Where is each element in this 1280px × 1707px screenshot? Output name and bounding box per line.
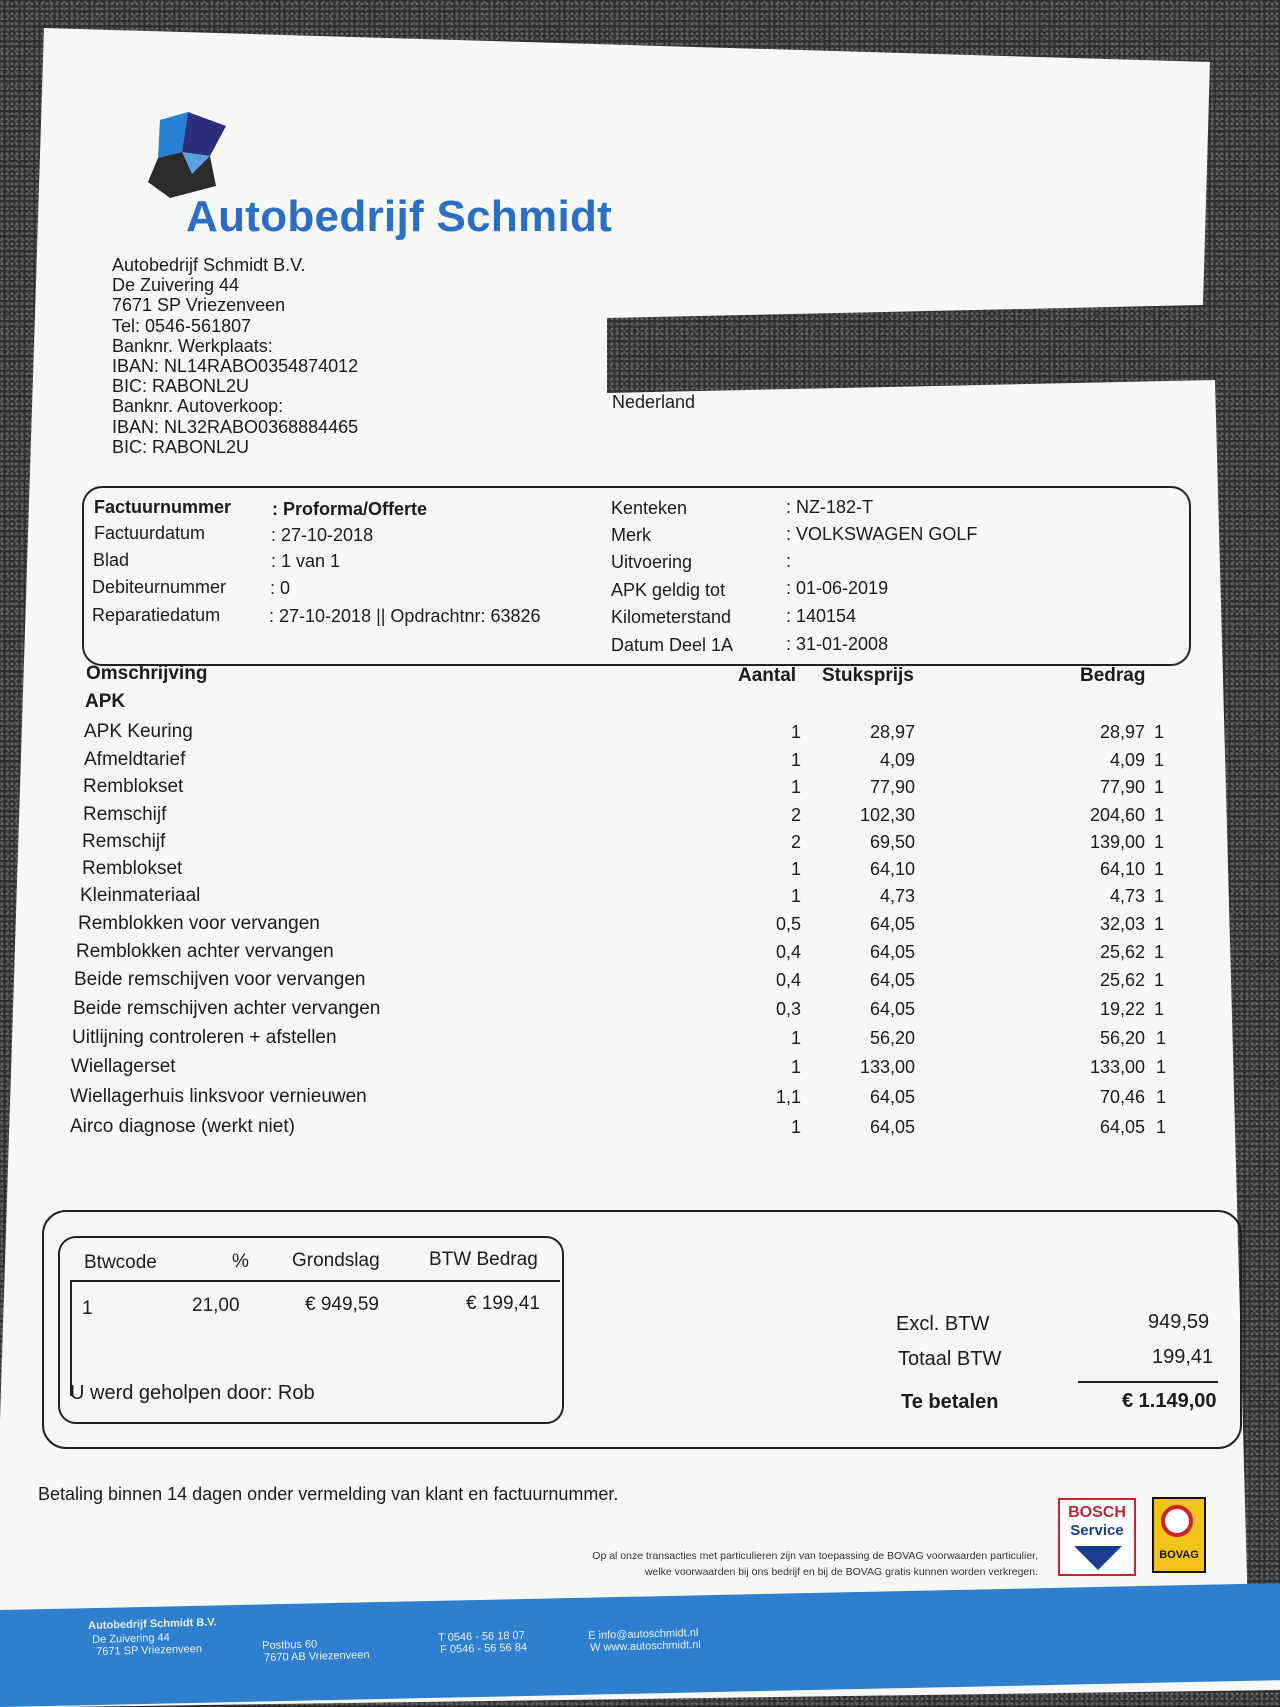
company-brand: Autobedrijf Schmidt — [186, 192, 613, 241]
invoice-value: : 0 — [270, 578, 291, 598]
terms-line-2: welke voorwaarden bij ons bedrijf en bij de BOVAG gratis kunnen worden verkregen. — [644, 1566, 1038, 1578]
btw-cell-percent: 21,00 — [192, 1295, 240, 1316]
item-amount: 64,05 — [1099, 1117, 1145, 1137]
invoice-label: Reparatiedatum — [92, 605, 221, 625]
footer-fax: F 0546 - 56 56 84 — [440, 1641, 528, 1656]
address-line: IBAN: NL14RABO0354874012 — [112, 356, 359, 377]
helped-by: U werd geholpen door: Rob — [70, 1382, 315, 1404]
vehicle-value: : 01-06-2019 — [786, 578, 889, 598]
item-quantity: 1 — [790, 722, 801, 742]
address-line: Banknr. Autoverkoop: — [112, 396, 284, 417]
item-quantity: 0,4 — [775, 970, 801, 990]
item-unit-price: 64,05 — [869, 1087, 915, 1107]
item-unit-price: 64,05 — [869, 999, 915, 1019]
item-btw-code: 1 — [1154, 750, 1165, 770]
address-line: De Zuivering 44 — [112, 275, 240, 296]
item-unit-price: 64,05 — [869, 970, 915, 990]
bosch-logo-subtext: Service — [1070, 1522, 1124, 1539]
address-line: BIC: RABONL2U — [112, 376, 250, 397]
company-logo-icon — [140, 112, 240, 204]
vehicle-value: : VOLKSWAGEN GOLF — [786, 524, 978, 544]
footer-web: W www.autoschmidt.nl — [590, 1638, 701, 1654]
btw-column-divider — [70, 1280, 72, 1396]
item-unit-price: 64,05 — [869, 942, 915, 962]
item-btw-code: 1 — [1154, 942, 1165, 962]
item-quantity: 1 — [790, 1057, 801, 1077]
item-description: APK Keuring — [84, 721, 193, 742]
item-quantity: 0,4 — [775, 942, 801, 962]
footer-company: Autobedrijf Schmidt B.V. — [88, 1616, 217, 1632]
excl-btw-label: Excl. BTW — [896, 1313, 990, 1335]
item-amount: 139,00 — [1089, 832, 1145, 852]
item-description: Remschijf — [83, 804, 167, 825]
item-amount: 56,20 — [1099, 1028, 1145, 1048]
vehicle-value: : 31-01-2008 — [786, 634, 889, 654]
vehicle-value: : 140154 — [786, 606, 857, 626]
btw-header-amount: BTW Bedrag — [429, 1249, 538, 1270]
item-quantity: 1 — [790, 859, 801, 879]
bovag-ring-icon — [1161, 1505, 1193, 1537]
address-line: Autobedrijf Schmidt B.V. — [112, 255, 306, 275]
item-quantity: 1 — [790, 886, 801, 906]
footer-po-2: 7670 AB Vriezenveen — [264, 1649, 370, 1664]
btw-header-code: Btwcode — [84, 1252, 157, 1273]
item-description: Wiellagerhuis linksvoor vernieuwen — [70, 1086, 367, 1107]
item-description: Beide remschijven voor vervangen — [74, 969, 366, 990]
terms-line-1: Op al onze transacties met particulieren zijn van toepassing de BOVAG voorwaarden particulier, — [592, 1550, 1038, 1562]
column-header-quantity: Aantal — [738, 665, 797, 686]
item-btw-code: 1 — [1156, 1028, 1167, 1048]
item-unit-price: 102,30 — [859, 805, 915, 825]
company-address — [112, 255, 358, 457]
amount-due-value: € 1.149,00 — [1122, 1390, 1217, 1412]
item-btw-code: 1 — [1156, 1057, 1167, 1077]
address-line: BIC: RABONL2U — [112, 436, 250, 457]
item-description: Beide remschijven achter vervangen — [73, 998, 381, 1019]
item-btw-code: 1 — [1154, 886, 1165, 906]
item-description: Uitlijning controleren + afstellen — [72, 1027, 337, 1048]
item-unit-price: 56,20 — [869, 1028, 915, 1048]
item-quantity: 0,5 — [775, 914, 801, 934]
bosch-service-logo — [1058, 1498, 1136, 1576]
vehicle-label: Uitvoering — [611, 552, 693, 572]
total-btw-label: Totaal BTW — [898, 1348, 1002, 1370]
vehicle-value: : NZ-182-T — [786, 497, 874, 517]
item-quantity: 1 — [790, 1117, 801, 1137]
item-amount: 204,60 — [1089, 805, 1145, 825]
item-quantity: 0,3 — [775, 999, 801, 1019]
item-unit-price: 4,09 — [879, 750, 915, 770]
item-amount: 4,09 — [1109, 750, 1145, 770]
item-description: Remblokset — [83, 776, 184, 797]
bovag-logo-text: BOVAG — [1159, 1549, 1199, 1561]
item-btw-code: 1 — [1154, 999, 1165, 1019]
invoice-value: : Proforma/Offerte — [272, 499, 428, 519]
item-unit-price: 64,05 — [869, 1117, 915, 1137]
item-amount: 19,22 — [1099, 999, 1145, 1019]
item-btw-code: 1 — [1154, 722, 1165, 742]
item-description: Airco diagnose (werkt niet) — [70, 1116, 295, 1137]
item-amount: 70,46 — [1099, 1087, 1145, 1107]
totals-divider — [1078, 1381, 1218, 1383]
footer-email: E info@autoschmidt.nl — [588, 1626, 699, 1642]
invoice-value: : 1 van 1 — [271, 551, 341, 571]
footer-phone: T 0546 - 56 18 07 — [438, 1629, 525, 1644]
item-amount: 64,10 — [1099, 859, 1145, 879]
btw-header-divider — [70, 1280, 560, 1282]
item-quantity: 1 — [790, 750, 801, 770]
item-quantity: 2 — [790, 805, 801, 825]
footer-po-1: Postbus 60 — [262, 1638, 318, 1652]
vehicle-value: : — [786, 551, 792, 571]
column-header-amount: Bedrag — [1080, 665, 1146, 686]
footer-address-1: De Zuivering 44 — [92, 1631, 170, 1646]
btw-header-basis: Grondslag — [292, 1250, 380, 1271]
invoice-label: Blad — [93, 550, 130, 570]
item-amount: 133,00 — [1089, 1057, 1145, 1077]
vehicle-label: Kilometerstand — [611, 607, 732, 627]
item-quantity: 1 — [790, 1028, 801, 1048]
invoice-value: : 27-10-2018 || Opdrachtnr: 63826 — [269, 606, 541, 626]
item-description: Remschijf — [82, 831, 166, 852]
item-amount: 25,62 — [1099, 970, 1145, 990]
item-unit-price: 64,10 — [869, 859, 915, 879]
bovag-logo — [1152, 1497, 1206, 1573]
item-unit-price: 28,97 — [869, 722, 915, 742]
item-amount: 77,90 — [1099, 777, 1145, 797]
item-btw-code: 1 — [1154, 832, 1165, 852]
total-btw-value: 199,41 — [1152, 1346, 1214, 1368]
section-title: APK — [85, 691, 126, 712]
payment-note: Betaling binnen 14 dagen onder vermelding van klant en factuurnummer. — [38, 1484, 619, 1504]
invoice-label: Factuurnummer — [94, 497, 232, 517]
item-unit-price: 64,05 — [869, 914, 915, 934]
item-unit-price: 69,50 — [869, 832, 915, 852]
item-btw-code: 1 — [1154, 859, 1165, 879]
btw-header-percent: % — [232, 1251, 249, 1272]
item-quantity: 2 — [790, 832, 801, 852]
address-line: Banknr. Werkplaats: — [112, 335, 273, 356]
item-description: Remblokset — [82, 858, 183, 879]
item-btw-code: 1 — [1156, 1087, 1167, 1107]
item-btw-code: 1 — [1154, 970, 1165, 990]
item-quantity: 1 — [790, 777, 801, 797]
vehicle-label: Merk — [611, 525, 651, 545]
btw-cell-basis: € 949,59 — [305, 1294, 379, 1315]
item-amount: 25,62 — [1099, 942, 1145, 962]
item-unit-price: 133,00 — [859, 1057, 915, 1077]
address-line: 7671 SP Vriezenveen — [112, 295, 286, 316]
item-description: Remblokken voor vervangen — [78, 913, 320, 934]
footer-address-2: 7671 SP Vriezenveen — [96, 1643, 203, 1658]
vehicle-label: Kenteken — [611, 498, 688, 518]
item-description: Kleinmateriaal — [80, 885, 201, 906]
invoice-value: : 27-10-2018 — [271, 525, 374, 545]
vehicle-label: Datum Deel 1A — [611, 635, 734, 655]
address-line: IBAN: NL32RABO0368884465 — [112, 416, 359, 437]
item-btw-code: 1 — [1154, 914, 1165, 934]
item-description: Remblokken achter vervangen — [76, 941, 334, 962]
excl-btw-value: 949,59 — [1148, 1311, 1210, 1333]
column-header-unit-price: Stuksprijs — [822, 665, 914, 686]
item-amount: 32,03 — [1099, 914, 1145, 934]
bosch-logo-text: BOSCH — [1068, 1504, 1126, 1521]
recipient-country: Nederland — [612, 392, 696, 412]
item-btw-code: 1 — [1154, 805, 1165, 825]
vehicle-label: APK geldig tot — [611, 580, 726, 600]
item-description: Afmeldtarief — [84, 749, 186, 770]
btw-cell-code: 1 — [82, 1298, 93, 1319]
amount-due-label: Te betalen — [901, 1391, 999, 1413]
btw-cell-amount: € 199,41 — [466, 1293, 540, 1314]
invoice-label: Debiteurnummer — [92, 577, 227, 597]
column-header-description: Omschrijving — [86, 663, 208, 684]
item-amount: 4,73 — [1109, 886, 1145, 906]
bosch-triangle-icon — [1074, 1546, 1122, 1570]
item-unit-price: 4,73 — [879, 886, 915, 906]
item-quantity: 1,1 — [775, 1087, 801, 1107]
item-btw-code: 1 — [1156, 1117, 1167, 1137]
item-btw-code: 1 — [1154, 777, 1165, 797]
invoice-label: Factuurdatum — [94, 523, 206, 543]
item-amount: 28,97 — [1099, 722, 1145, 742]
item-unit-price: 77,90 — [869, 777, 915, 797]
address-line: Tel: 0546-561807 — [112, 315, 252, 336]
item-description: Wiellagerset — [71, 1056, 176, 1077]
